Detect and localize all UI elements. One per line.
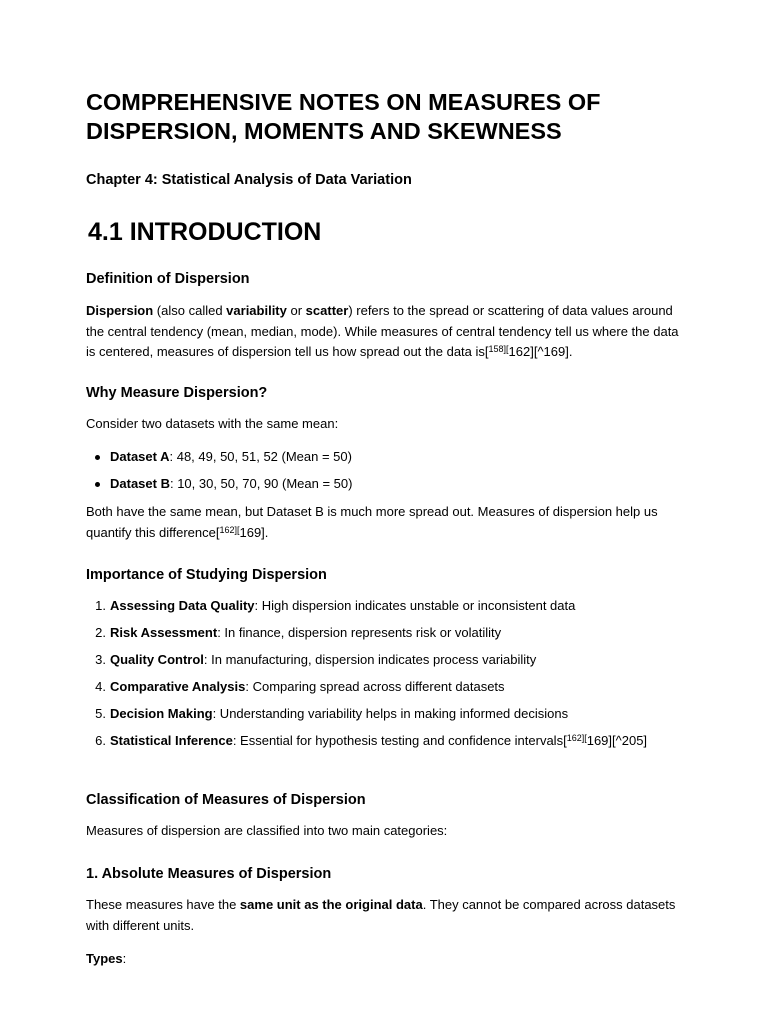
- absolute-heading: 1. Absolute Measures of Dispersion: [86, 866, 332, 882]
- item-text: : 48, 49, 50, 51, 52 (Mean = 50): [169, 449, 352, 464]
- importance-list: [86, 597, 647, 759]
- citation-text: 162][^169].: [508, 344, 573, 359]
- item-label: Dataset A: [110, 449, 170, 464]
- item-label: Risk Assessment: [110, 625, 218, 640]
- item-number: 2.: [95, 625, 106, 640]
- item-text: : Essential for hypothesis testing and confidence intervals[: [232, 733, 567, 748]
- document-title: COMPREHENSIVE NOTES ON MEASURES OF DISPERSION, MOMENTS AND SKEWNESS: [86, 89, 601, 144]
- item-text: : 10, 30, 50, 70, 90 (Mean = 50): [169, 476, 353, 491]
- importance-heading: Importance of Studying Dispersion: [86, 567, 327, 583]
- item-number: 4.: [95, 679, 106, 694]
- citation-superscript: 158][: [488, 344, 509, 354]
- term-dispersion: Dispersion: [86, 303, 154, 318]
- item-label: Statistical Inference: [110, 733, 233, 748]
- item-number: 1.: [95, 598, 106, 613]
- text-span: These measures have the: [86, 897, 240, 912]
- citation-text: 169][^205]: [586, 733, 648, 748]
- list-item: [86, 597, 647, 624]
- term-variability: variability: [226, 303, 287, 318]
- item-number: 3.: [95, 652, 106, 667]
- why-heading: Why Measure Dispersion?: [86, 385, 268, 401]
- list-item: [86, 448, 352, 475]
- item-text: : In finance, dispersion represents risk or volatility: [217, 625, 502, 640]
- citation-superscript: 162][: [219, 524, 240, 535]
- section-heading: 4.1 INTRODUCTION: [88, 218, 322, 246]
- item-label: Decision Making: [110, 706, 213, 721]
- dataset-list: [86, 448, 352, 502]
- item-number: 6.: [95, 733, 106, 748]
- item-label: Assessing Data Quality: [110, 598, 255, 613]
- text-span: . They cannot be compared across datasets with different units.: [86, 897, 676, 933]
- list-item: [86, 678, 647, 705]
- text-span: ) refers to the spread or scattering of data values around the central tendency (mean, median, mode). While measures of central tendency tell us where the data is centered, measures of dispersion tell us how spread out the data is[: [86, 303, 679, 359]
- types-colon: :: [122, 951, 127, 966]
- bullet-icon: [95, 482, 100, 487]
- list-item: [86, 732, 647, 759]
- list-item: [86, 475, 352, 502]
- types-label: Types: [86, 951, 123, 966]
- term-scatter: scatter: [305, 303, 349, 318]
- emphasis-text: same unit as the original data: [239, 897, 423, 912]
- list-item: [86, 624, 647, 651]
- item-text: : High dispersion indicates unstable or inconsistent data: [254, 598, 576, 613]
- list-item: [86, 705, 647, 732]
- item-number: 5.: [95, 706, 106, 721]
- text-span: or: [286, 303, 306, 318]
- chapter-subtitle: Chapter 4: Statistical Analysis of Data Variation: [86, 172, 412, 188]
- why-conclusion: [86, 502, 686, 543]
- item-text: : Comparing spread across different datasets: [245, 679, 505, 694]
- absolute-paragraph: [86, 895, 686, 936]
- definition-paragraph: [86, 301, 686, 363]
- types-label-line: [86, 949, 686, 970]
- definition-heading: Definition of Dispersion: [86, 271, 250, 287]
- classification-heading: Classification of Measures of Dispersion: [86, 792, 366, 808]
- item-text: : In manufacturing, dispersion indicates process variability: [203, 652, 537, 667]
- why-intro: Consider two datasets with the same mean:: [86, 416, 339, 431]
- bullet-icon: [95, 455, 100, 460]
- classification-intro: Measures of dispersion are classified into two main categories:: [86, 823, 448, 838]
- list-item: [86, 651, 647, 678]
- item-label: Comparative Analysis: [110, 679, 246, 694]
- item-label: Dataset B: [110, 476, 170, 491]
- text-span: (also called: [153, 303, 227, 318]
- item-text: : Understanding variability helps in making informed decisions: [212, 706, 569, 721]
- item-label: Quality Control: [110, 652, 204, 667]
- citation-superscript: 162][: [566, 733, 587, 743]
- citation-text: 169].: [239, 524, 269, 540]
- text-span: Both have the same mean, but Dataset B is much more spread out. Measures of dispersion help us quantify this difference[: [86, 504, 658, 540]
